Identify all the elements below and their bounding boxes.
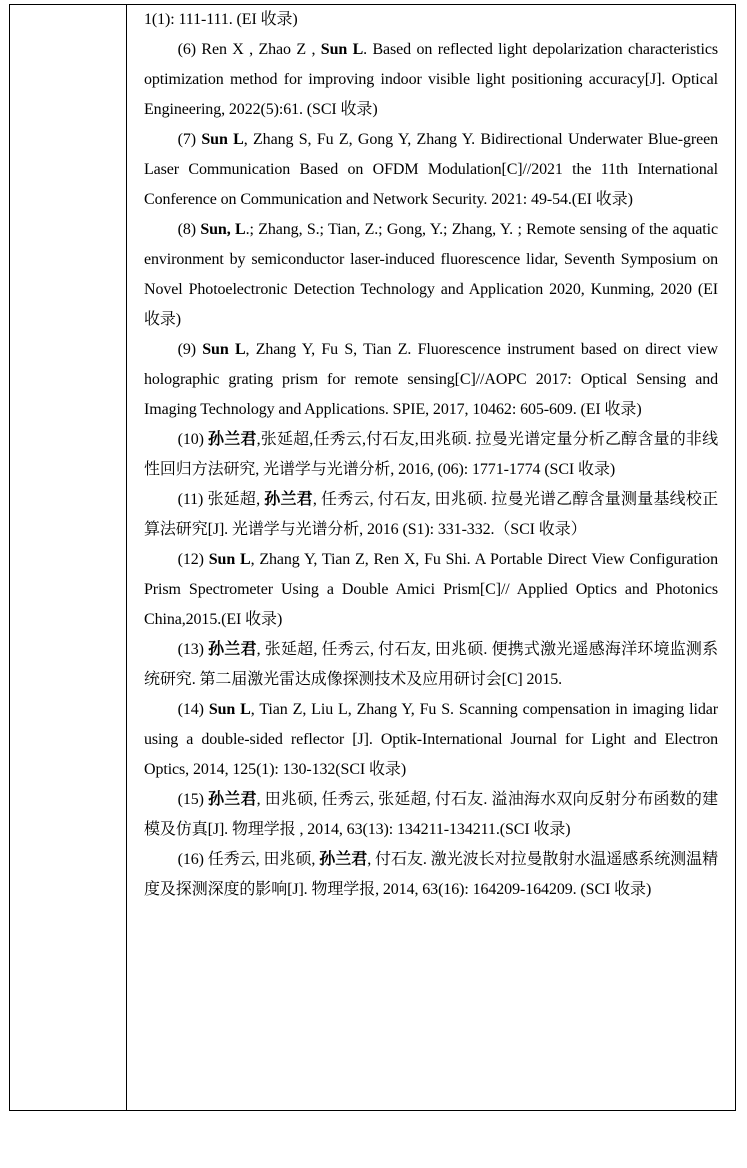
reference-item: (15) 孙兰君, 田兆硕, 任秀云, 张延超, 付石友. 溢油海水双向反射分布函数的建模及仿真[J]. 物理学报 , 2014, 63(13): 134211-134211.(SCI 收录) [144, 791, 718, 838]
author-highlight: Sun L [320, 41, 364, 58]
author-highlight: 孙兰君 [264, 491, 313, 508]
author-highlight: Sun L [208, 551, 251, 568]
reference-item: (14) Sun L, Tian Z, Liu L, Zhang Y, Fu S. Scanning compensation in imaging lidar using a double-sided reflector [J]. Optik-International Journal for Light and Electron Optics, 2014, 125(1): 130-132(SCI 收录) [144, 701, 718, 778]
author-highlight: Sun L [208, 701, 251, 718]
reference-item: (7) Sun L, Zhang S, Fu Z, Gong Y, Zhang Y. Bidirectional Underwater Blue-green Laser Communication Based on OFDM Modulation[C]//2021 the 11th International Conference on Communication and Network Security. 2021: 49-54.(EI 收录) [144, 131, 718, 208]
reference-item: (6) Ren X , Zhao Z , Sun L. Based on reflected light depolarization characteristics optimization method for improving indoor visible light positioning accuracy[J]. Optical Engineering, 2022(5):61. (SCI 收录) [144, 41, 718, 118]
author-highlight: Sun L [201, 131, 244, 148]
author-highlight: 孙兰君 [208, 431, 257, 448]
publication-list [127, 5, 735, 1110]
reference-item: (9) Sun L, Zhang Y, Fu S, Tian Z. Fluorescence instrument based on direct view holographic grating prism for remote sensing[C]//AOPC 2017: Optical Sensing and Imaging Technology and Applications. SPIE, 2017, 10462: 605-609. (EI 收录) [144, 341, 718, 418]
reference-item: (10) 孙兰君,张延超,任秀云,付石友,田兆硕. 拉曼光谱定量分析乙醇含量的非线性回归方法研究, 光谱学与光谱分析, 2016, (06): 1771-1774 (SCI 收录) [144, 431, 718, 478]
reference-item: (8) Sun, L.; Zhang, S.; Tian, Z.; Gong, Y.; Zhang, Y. ; Remote sensing of the aquatic environment by semiconductor laser-induced fluorescence lidar, Seventh Symposium on Novel Photoelectronic Detection Technology and Application 2020, Kunming, 2020 (EI 收录) [144, 221, 718, 328]
author-highlight: 孙兰君 [319, 851, 368, 868]
author-highlight: Sun L [202, 341, 246, 358]
label-column [10, 5, 127, 1110]
reference-item: (11) 张延超, 孙兰君, 任秀云, 付石友, 田兆硕. 拉曼光谱乙醇含量测量基线校正算法研究[J]. 光谱学与光谱分析, 2016 (S1): 331-332.（SCI 收录） [144, 491, 718, 538]
reference-item: (13) 孙兰君, 张延超, 任秀云, 付石友, 田兆硕. 便携式激光遥感海洋环境监测系统研究. 第二届激光雷达成像探测技术及应用研讨会[C] 2015. [144, 641, 718, 688]
reference-item: (16) 任秀云, 田兆硕, 孙兰君, 付石友. 激光波长对拉曼散射水温遥感系统测温精度及探测深度的影响[J]. 物理学报, 2014, 63(16): 164209-164209. (SCI 收录) [144, 851, 718, 898]
publications-table [9, 4, 736, 1111]
reference-item: 1(1): 111-111. (EI 收录) [144, 11, 298, 28]
author-highlight: 孙兰君 [208, 641, 257, 658]
reference-item: (12) Sun L, Zhang Y, Tian Z, Ren X, Fu Shi. A Portable Direct View Configuration Prism Spectrometer Using a Double Amici Prism[C]// Applied Optics and Photonics China,2015.(EI 收录) [144, 551, 718, 628]
author-highlight: Sun, L [200, 221, 246, 238]
author-highlight: 孙兰君 [208, 791, 257, 808]
